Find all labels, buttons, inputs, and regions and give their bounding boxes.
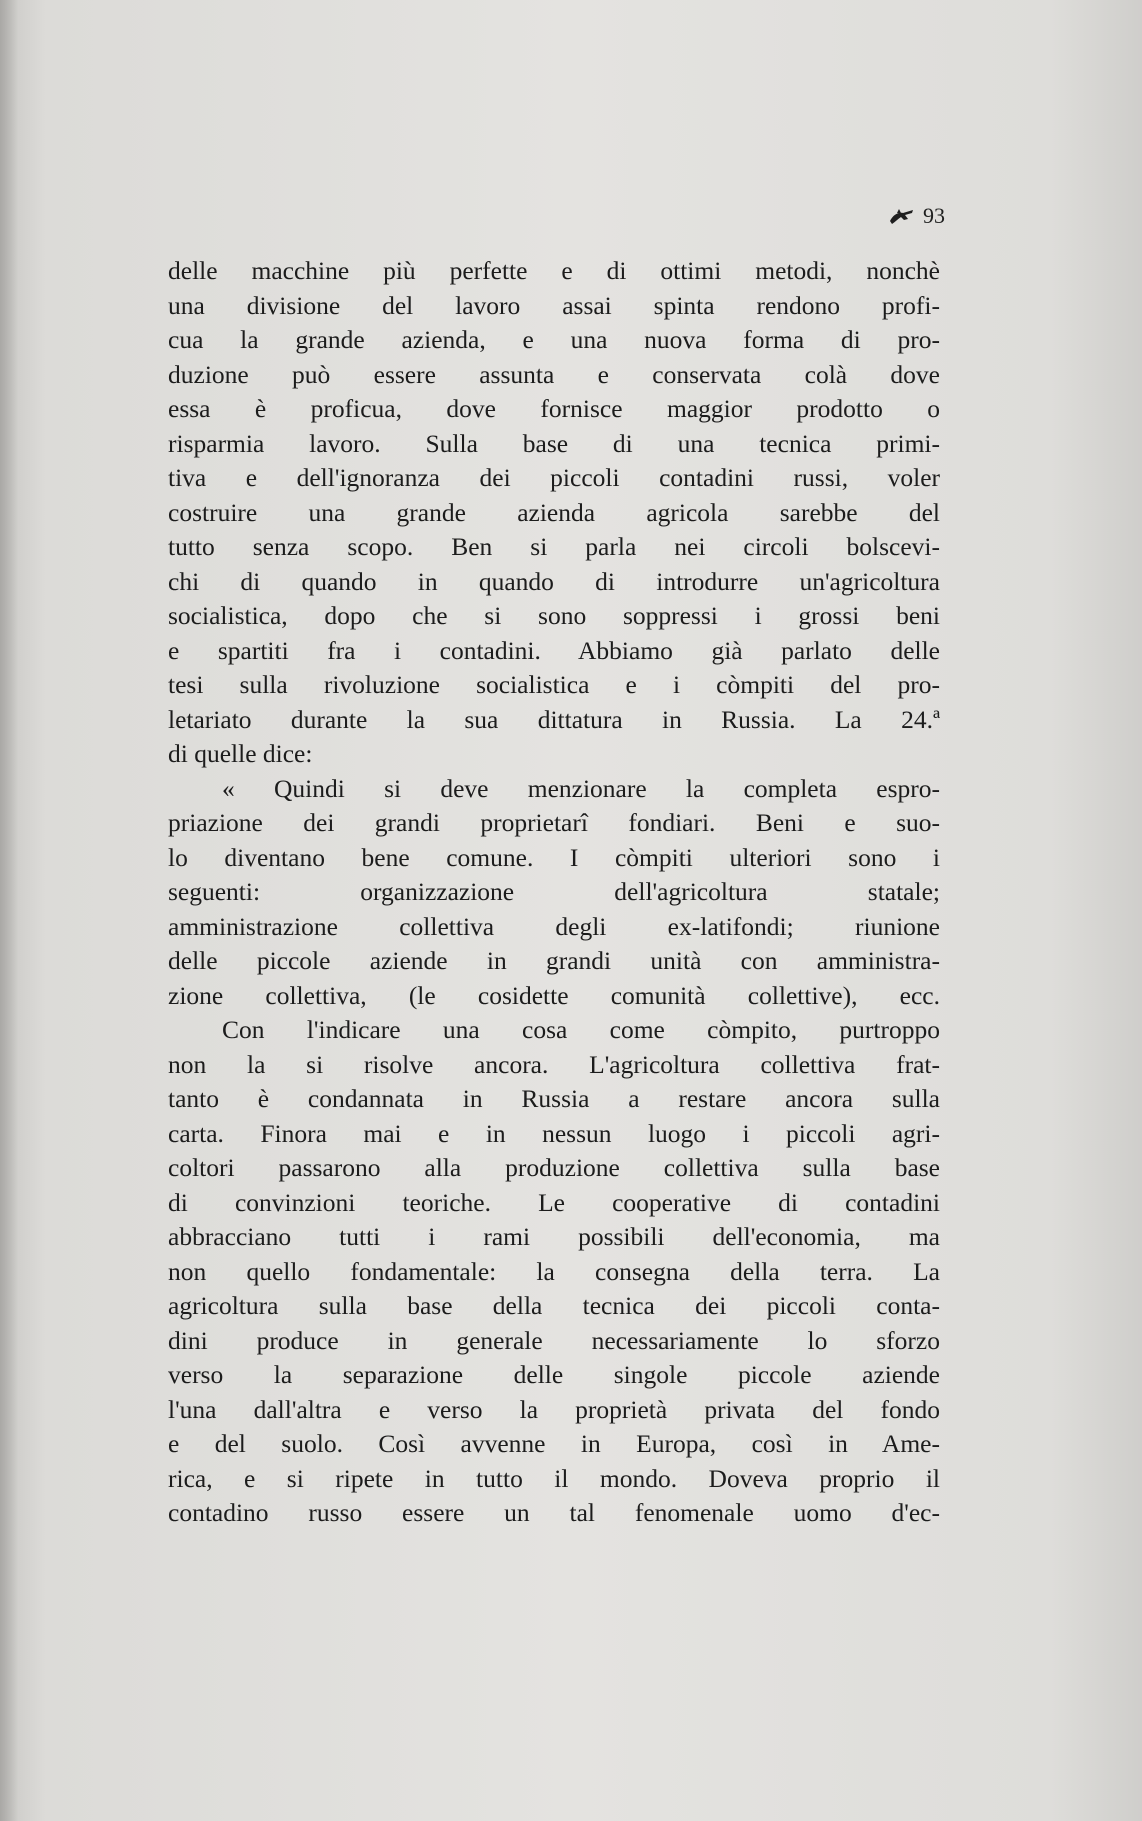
text-line: e spartiti fra i contadini. Abbiamo già parlato delle: [168, 635, 940, 665]
text-line: verso la separazione delle singole piccole aziende: [168, 1360, 940, 1389]
text-line: non la si risolve ancora. L'agricoltura collettiva frat-: [168, 1049, 940, 1079]
quote-line: « Quindi si deve menzionare la completa espro-: [222, 773, 940, 803]
hand-pointer-ornament-icon: [889, 207, 915, 225]
text-line: Con l'indicare una cosa come còmpito, purtroppo: [222, 1015, 940, 1044]
text-line: rica, e si ripete in tutto il mondo. Doveva proprio il: [168, 1463, 940, 1493]
text-line: costruire una grande azienda agricola sarebbe del: [168, 497, 940, 527]
text-line: socialistica, dopo che si sono soppressi i grossi beni: [168, 601, 940, 630]
text-line: coltori passarono alla produzione collettiva sulla base: [168, 1153, 940, 1182]
text-line: chi di quando in quando di introdurre un'agricoltura: [168, 566, 940, 596]
text-line: abbracciano tutti i rami possibili dell'economia, ma: [168, 1222, 940, 1251]
text-line: di quelle dice:: [168, 739, 313, 768]
text-line: letariato durante la sua dittatura in Russia. La 24.ª: [168, 704, 940, 734]
text-line: e del suolo. Così avvenne in Europa, così in Ame-: [168, 1429, 940, 1458]
text-line: tiva e dell'ignoranza dei piccoli contadini russi, voler: [168, 463, 940, 492]
text-line: duzione può essere assunta e conservata colà dove: [168, 359, 940, 389]
quote-line: zione collettiva, (le cosidette comunità collettive), ecc.: [168, 980, 940, 1010]
page-header: [889, 203, 945, 229]
page-number: 93: [923, 203, 945, 228]
quote-line: priazione dei grandi proprietarî fondiari. Beni e suo-: [168, 808, 940, 837]
text-line: di convinzioni teoriche. Le cooperative di contadini: [168, 1187, 940, 1217]
text-line: delle macchine più perfette e di ottimi metodi, nonchè: [168, 256, 940, 285]
text-line: cua la grande azienda, e una nuova forma di pro-: [168, 325, 940, 354]
text-line: l'una dall'altra e verso la proprietà privata del fondo: [168, 1394, 940, 1424]
quote-line: lo diventano bene comune. I còmpiti ulteriori sono i: [168, 842, 940, 872]
text-line: non quello fondamentale: la consegna della terra. La: [168, 1256, 940, 1286]
text-line: una divisione del lavoro assai spinta rendono profi-: [168, 290, 940, 320]
text-line: risparmia lavoro. Sulla base di una tecnica primi-: [168, 428, 940, 458]
quote-line: delle piccole aziende in grandi unità con amministra-: [168, 946, 940, 975]
text-line: tanto è condannata in Russia a restare ancora sulla: [168, 1084, 940, 1113]
body-text: [168, 254, 940, 1531]
quote-line: seguenti: organizzazione dell'agricoltura statale;: [168, 877, 940, 906]
text-line: contadino russo essere un tal fenomenale uomo d'ec-: [168, 1498, 940, 1527]
text-line: tutto senza scopo. Ben si parla nei circoli bolscevi-: [168, 532, 940, 561]
text-line: essa è proficua, dove fornisce maggior prodotto o: [168, 394, 940, 423]
text-line: dini produce in generale necessariamente lo sforzo: [168, 1325, 940, 1355]
text-line: carta. Finora mai e in nessun luogo i piccoli agri-: [168, 1118, 940, 1148]
quote-line: amministrazione collettiva degli ex-latifondi; riunione: [168, 911, 940, 941]
text-line: tesi sulla rivoluzione socialistica e i còmpiti del pro-: [168, 670, 940, 699]
text-line: agricoltura sulla base della tecnica dei piccoli conta-: [168, 1291, 940, 1320]
